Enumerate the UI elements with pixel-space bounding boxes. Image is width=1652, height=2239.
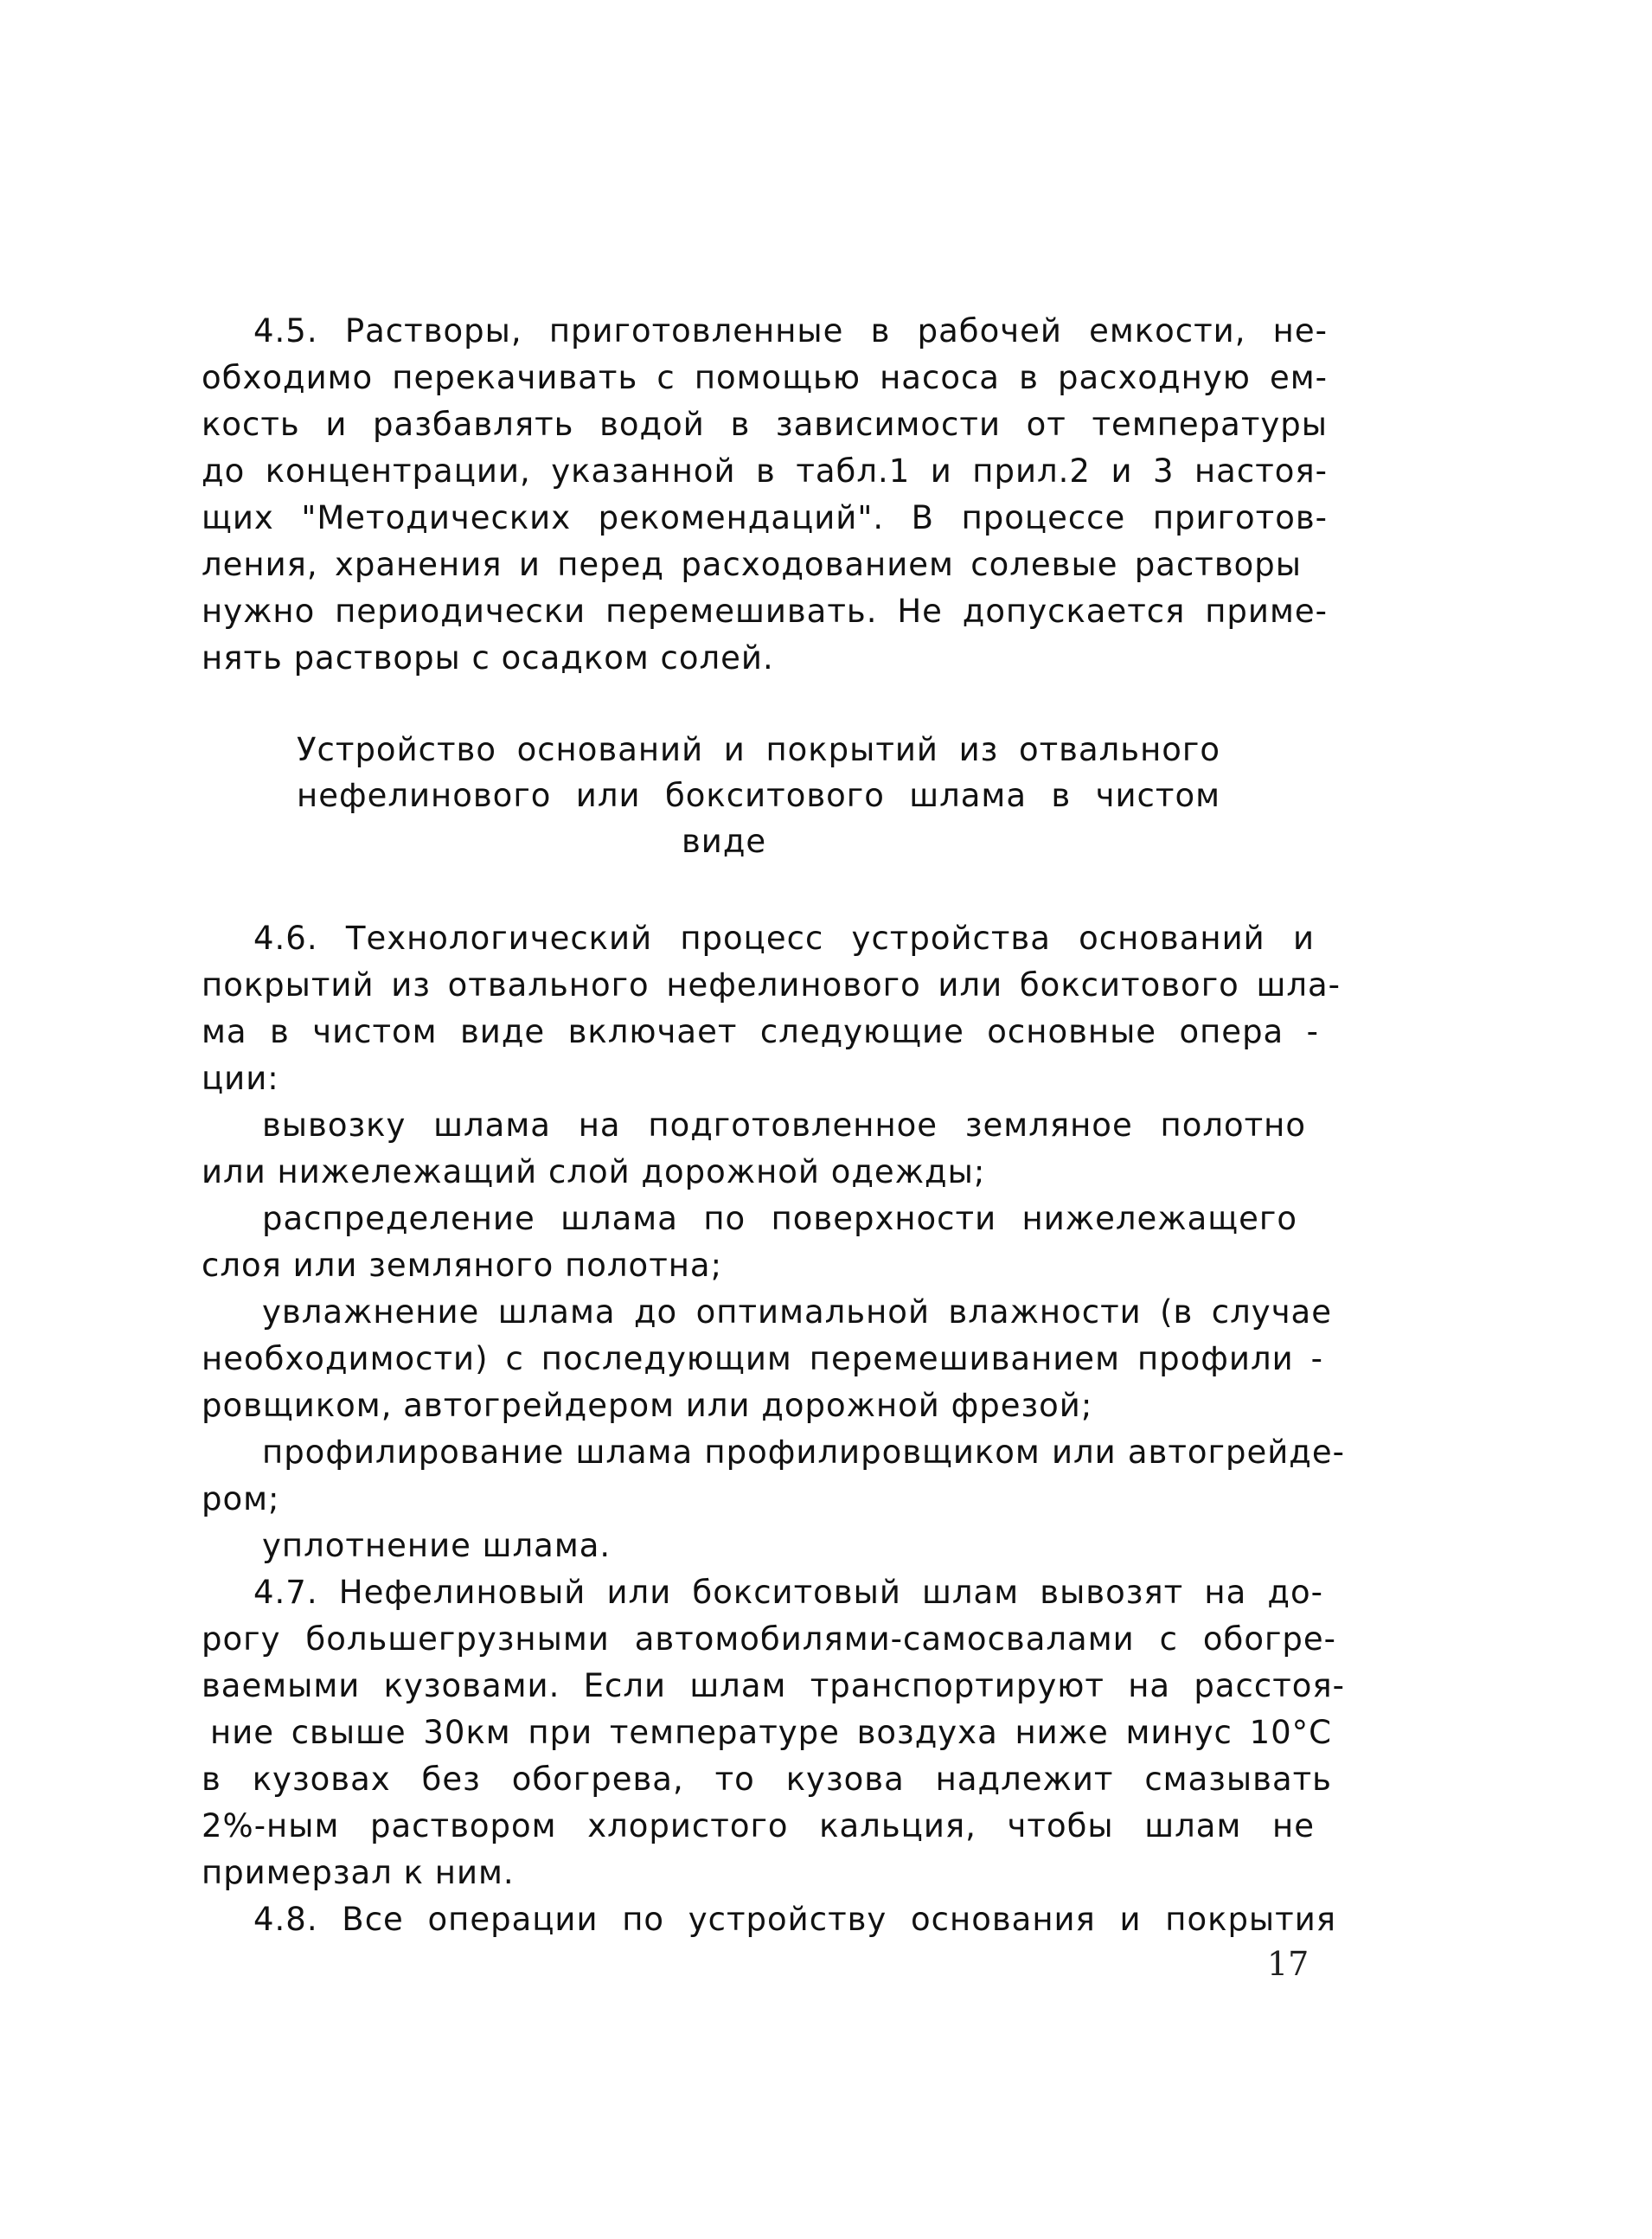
- text-line: 4.5. Растворы, приготовленные в рабочей емкости, не-: [253, 312, 1328, 350]
- text-line: примерзал к ним.: [202, 1854, 515, 1891]
- text-line: кость и разбавлять водой в зависимости от температуры: [202, 406, 1328, 443]
- text-line: ние свыше 30км при температуре воздуха ниже минус 10°С: [210, 1714, 1332, 1751]
- text-line: рогу большегрузными автомобилями-самосвалами с обогре-: [202, 1620, 1336, 1658]
- list-item-continuation: ром;: [202, 1480, 280, 1517]
- text-line: 4.7. Нефелиновый или бокситовый шлам вывозят на до-: [253, 1574, 1323, 1611]
- heading-line: виде: [682, 823, 767, 860]
- list-item: увлажнение шлама до оптимальной влажности (в случае: [262, 1293, 1332, 1331]
- text-line: обходимо перекачивать с помощью насоса в расходную ем-: [202, 359, 1328, 396]
- list-item-continuation: ровщиком, автогрейдером или дорожной фрезой;: [202, 1387, 1093, 1424]
- text-line: щих "Методических рекомендаций". В процессе приготов-: [202, 499, 1328, 536]
- heading-line: нефелинового или бокситового шлама в чистом: [297, 777, 1220, 814]
- text-line: до концентрации, указанной в табл.1 и прил.2 и 3 настоя-: [202, 452, 1328, 490]
- list-item: распределение шлама по поверхности нижележащего: [262, 1200, 1297, 1237]
- text-line: ма в чистом виде включает следующие основные опера -: [202, 1013, 1319, 1050]
- list-item-continuation: или нижележащий слой дорожной одежды;: [202, 1153, 986, 1190]
- page-number: 17: [1267, 1945, 1309, 1983]
- list-item-continuation: необходимости) с последующим перемешиванием профили -: [202, 1340, 1323, 1377]
- text-line: 4.6. Технологический процесс устройства оснований и: [253, 920, 1315, 957]
- text-line: покрытий из отвального нефелинового или бокситового шла-: [202, 966, 1341, 1004]
- text-line: нять растворы с осадком солей.: [202, 639, 774, 677]
- text-line: ваемыми кузовами. Если шлам транспортируют на расстоя-: [202, 1667, 1345, 1704]
- text-line: 4.8. Все операции по устройству основания и покрытия: [253, 1901, 1336, 1938]
- text-line: 2%-ным раствором хлористого кальция, чтобы шлам не: [202, 1807, 1315, 1844]
- list-item: уплотнение шлама.: [262, 1527, 611, 1564]
- text-line: в кузовах без обогрева, то кузова надлежит смазывать: [202, 1761, 1332, 1798]
- list-item-continuation: слоя или земляного полотна;: [202, 1247, 723, 1284]
- list-item: вывозку шлама на подготовленное земляное полотно: [262, 1107, 1306, 1144]
- text-line: нужно периодически перемешивать. Не допускается приме-: [202, 593, 1328, 630]
- list-item: профилирование шлама профилировщиком или автогрейде-: [262, 1434, 1345, 1471]
- heading-line: Устройство оснований и покрытий из отвального: [297, 731, 1220, 768]
- text-line: ления, хранения и перед расходованием солевые растворы: [202, 546, 1302, 583]
- text-line: ции:: [202, 1060, 279, 1097]
